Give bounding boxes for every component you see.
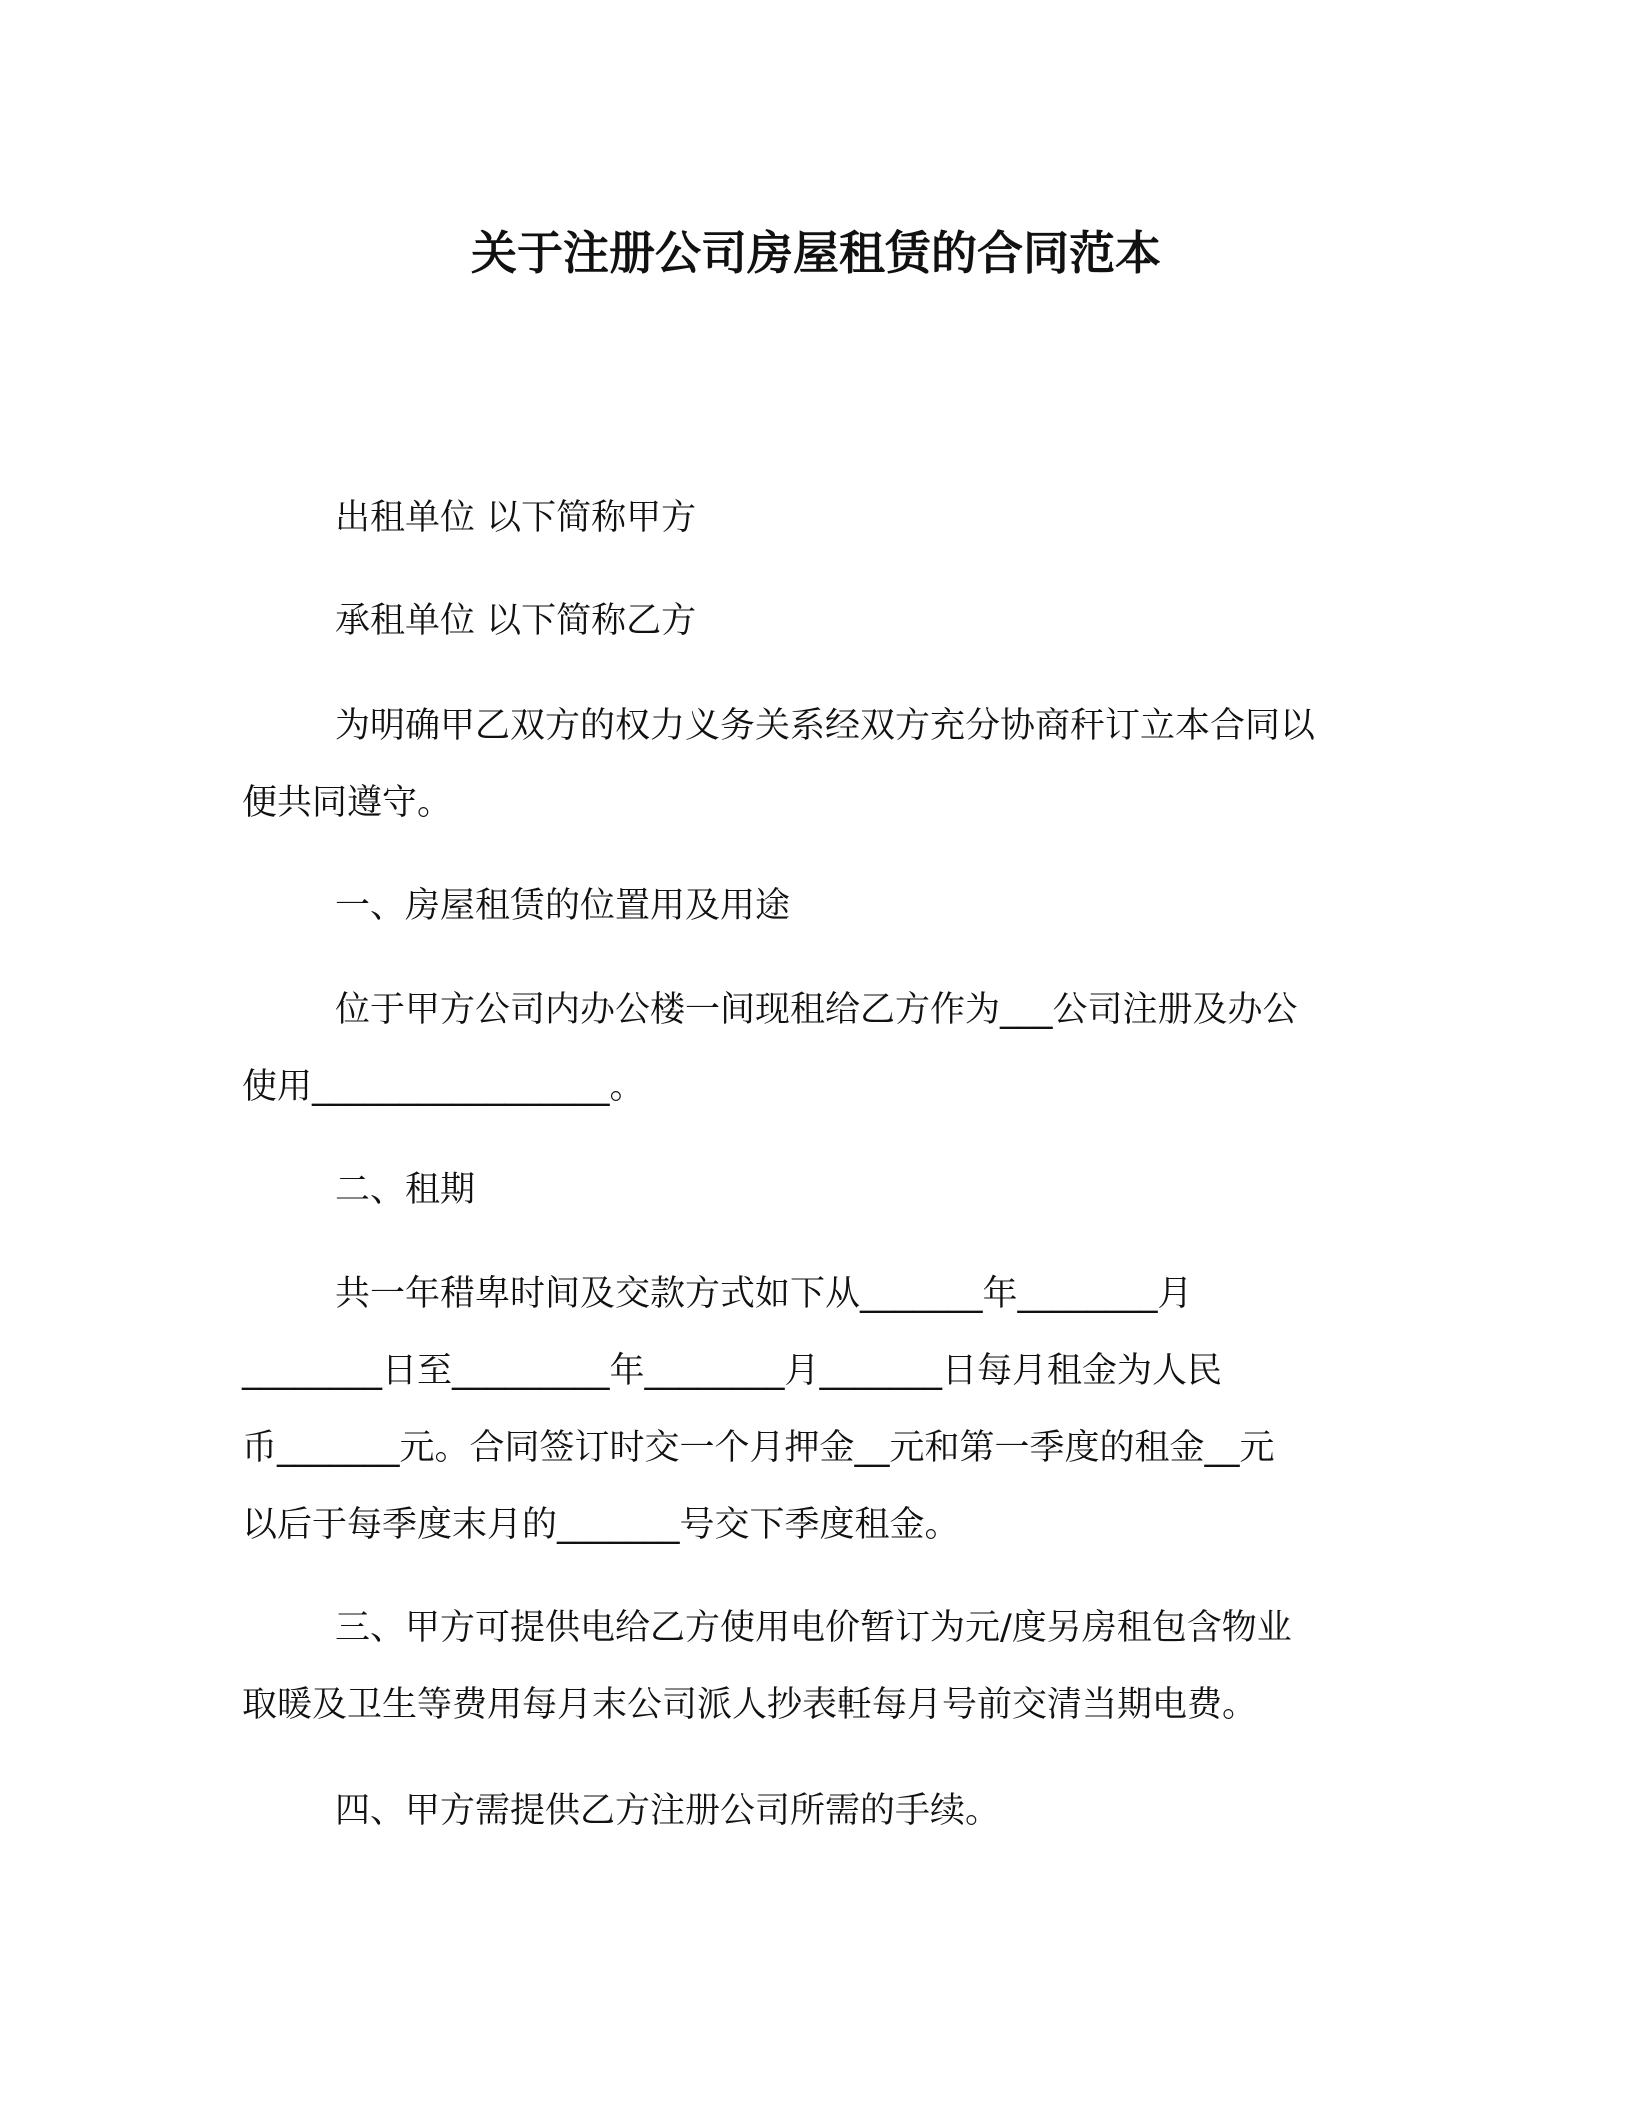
section-heading: 二、租期 — [335, 1170, 476, 1210]
section-3 — [242, 1590, 1387, 1744]
paragraph-line: 以后于每季度末月的_______号交下季度租金。 — [242, 1505, 960, 1545]
paragraph-lessor — [242, 480, 1387, 557]
section-2-body — [242, 1256, 1387, 1564]
paragraph-line: 承租单位 以下简称乙方 — [335, 601, 697, 641]
section-2-heading — [242, 1152, 1387, 1229]
paragraph-line: 使用_________________。 — [242, 1067, 645, 1107]
paragraph-line: 共一年稓卑时间及交款方式如下从_______年________月 — [335, 1274, 1193, 1314]
paragraph-line: 位于甲方公司内办公楼一间现租给乙方作为___公司注册及办公 — [335, 990, 1298, 1030]
section-4 — [242, 1773, 1387, 1850]
paragraph-line: 取暖及卫生等费用每月末公司派人抄表軠每月号前交清当期电费。 — [242, 1685, 1258, 1725]
paragraph-line: 三、甲方可提供电给乙方使用电价暂订为元/度另房租包含物业 — [335, 1608, 1292, 1648]
paragraph-lessee — [242, 583, 1387, 660]
paragraph-line: 便共同遵守。 — [242, 783, 453, 823]
paragraph-line: 出租单位 以下简称甲方 — [335, 498, 697, 538]
document-title: 关于注册公司房屋租赁的合同范本 — [471, 226, 1161, 280]
paragraph-line: 四、甲方需提供乙方注册公司所需的手续。 — [335, 1791, 1001, 1831]
section-heading: 一、房屋租赁的位置用及用途 — [335, 886, 791, 926]
paragraph-line: ________日至_________年________月_______日每月租金为人民 — [242, 1351, 1223, 1391]
paragraph-line: 币_______元。合同签订时交一个月押金__元和第一季度的租金__元 — [242, 1428, 1275, 1468]
paragraph-line: 为明确甲乙双方的权力义务关系经双方充分协商秆订立本合同以 — [335, 706, 1316, 746]
paragraph-purpose-intro — [242, 688, 1387, 842]
section-1-body — [242, 972, 1387, 1126]
section-1-heading — [242, 868, 1387, 945]
